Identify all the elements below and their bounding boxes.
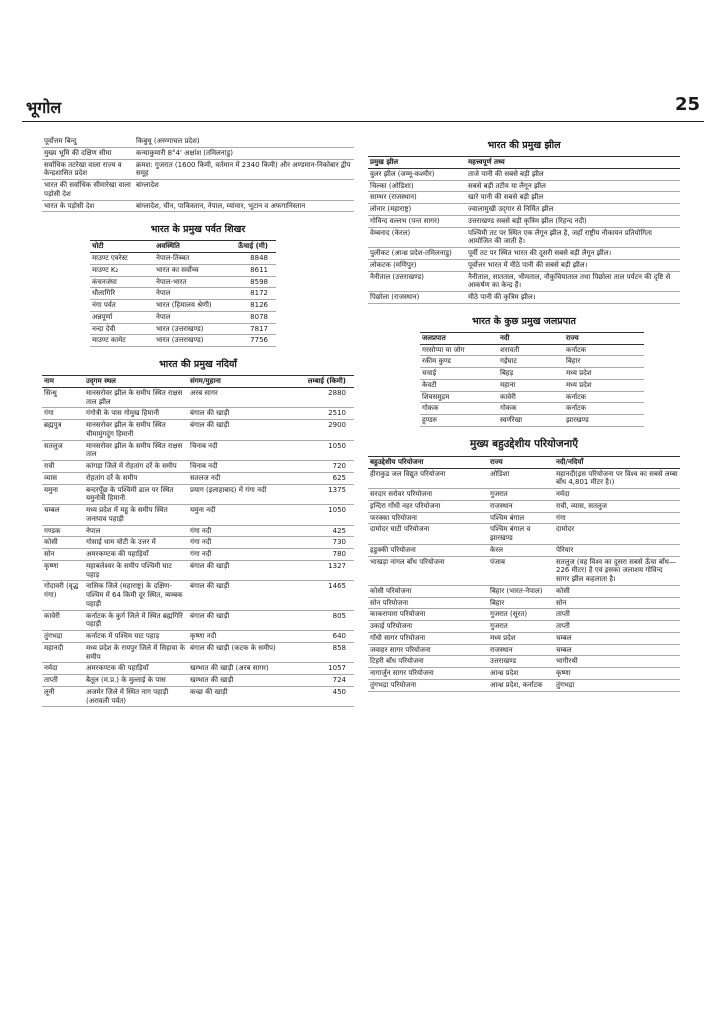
table-cell: 8611 (226, 264, 276, 276)
column-header: बहुउद्देशीय परियोजना (368, 456, 488, 468)
table-cell: बंगाल की खाड़ी (188, 408, 278, 420)
table-row (368, 215, 680, 227)
rivers-title: भारत की प्रमुख नदियाँ (159, 359, 237, 370)
table-cell: भागीरथी (554, 656, 680, 668)
table-cell: गोकक (420, 403, 498, 415)
table-cell: 8172 (226, 288, 276, 300)
table-cell: गोविन्द वल्लभ (पन्त सागर) (368, 215, 466, 227)
table-cell: रावी, व्यास, सतलुज (554, 500, 680, 512)
table-row (368, 168, 680, 180)
table-cell: 8598 (226, 276, 276, 288)
table-cell: कावेरी (42, 610, 84, 631)
table-row (420, 344, 644, 356)
projects-table (368, 456, 680, 692)
table-cell: 8848 (226, 253, 276, 265)
table-cell: गोदावरी (वृद्ध गंगा) (42, 581, 84, 610)
table-cell: उत्तराखण्ड सबसे बड़ी कृत्रिम झील (रिहन्द नदी) (466, 215, 680, 227)
table-row (368, 259, 680, 271)
table-cell: 1327 (278, 560, 354, 581)
table-cell: तुंगभद्रा (42, 631, 84, 643)
facts-table (42, 136, 354, 212)
table-cell: बंगाल की खाड़ी (कटक के समीप) (188, 642, 278, 663)
table-cell: गंगा नदी (188, 525, 278, 537)
table-cell: 2900 (278, 420, 354, 441)
table-row (42, 136, 354, 147)
table-cell: नेपाल-भारत (154, 276, 226, 288)
table-cell: मानसरोवर झील के समीप स्थित चीमायुंगदुंग हिमानी (84, 420, 188, 441)
table-cell: कच्छ की खाड़ी (188, 686, 278, 707)
table-cell: केरल (488, 544, 554, 556)
table-cell: कर्नाटक (564, 344, 644, 356)
table-cell: बंगाल की खाड़ी (188, 420, 278, 441)
table-cell: वेम्बनाद (केरल) (368, 227, 466, 248)
table-cell: गोसाई धाम चोटी के उत्तर में (84, 537, 188, 549)
table-cell: कृष्णा नदी (188, 631, 278, 643)
table-row (42, 525, 354, 537)
table-cell: पश्चिम बंगाल व झारखण्ड (488, 524, 554, 545)
table-cell: 1057 (278, 663, 354, 675)
table-cell: अमरकण्टक की पहाड़ियाँ (84, 549, 188, 561)
table-cell: तुंगभद्रा (554, 679, 680, 691)
table-cell: दामोदर घाटी परियोजना (368, 524, 488, 545)
table-cell: कन्याकुमारी 8°4' अक्षांश (तमिलनाडु) (134, 147, 354, 159)
table-cell: ताप्ती (42, 675, 84, 687)
table-cell: अन्नपूर्णा (90, 311, 154, 323)
table-row (42, 549, 354, 561)
table-cell: महानदी (42, 642, 84, 663)
table-row (90, 300, 276, 312)
table-row (420, 368, 644, 380)
table-cell: शिवसमुद्रम (420, 391, 498, 403)
table-cell: रावी (42, 461, 84, 473)
table-row (42, 560, 354, 581)
table-cell: कर्नाटक के कुर्ग जिले में स्थित ब्रह्मगिरि पहाड़ी (84, 610, 188, 631)
table-cell: बंगाल की खाड़ी (188, 581, 278, 610)
table-cell: 1050 (278, 505, 354, 526)
table-cell: नागार्जुन सागर परियोजना (368, 668, 488, 680)
table-cell: ताप्ती (554, 609, 680, 621)
table-cell: भारत की सर्वाधिक सीमारेखा वाला पड़ोसी देश (42, 180, 134, 201)
table-cell: चिनाब नदी (188, 461, 278, 473)
table-cell: ताप्ती (554, 621, 680, 633)
table-cell: 450 (278, 686, 354, 707)
table-cell: व्यास (42, 472, 84, 484)
table-cell: नेपाल (154, 311, 226, 323)
table-cell: वुलर झील (जम्मू-कश्मीर) (368, 168, 466, 180)
table-cell: मध्य प्रदेश (564, 379, 644, 391)
table-cell: फरक्का परियोजना (368, 512, 488, 524)
table-cell: सतलुज (42, 440, 84, 461)
table-row (420, 391, 644, 403)
table-row (42, 505, 354, 526)
table-cell: गुजरात (488, 489, 554, 501)
column-header: उद्‌गम स्थल (84, 376, 188, 388)
table-cell: भाखड़ा नांगल बाँध परियोजना (368, 556, 488, 585)
table-cell: चिल्का (ओडिशा) (368, 180, 466, 192)
table-cell: भारत (उत्तराखण्ड) (154, 335, 226, 347)
table-cell: सबसे बड़ी तटीय या लैगून झील (466, 180, 680, 192)
waterfalls-title: भारत के कुछ प्रमुख जलप्रपात (472, 315, 576, 327)
table-cell: खारे पानी की सबसे बड़ी झील (466, 192, 680, 204)
table-cell: सोन परियोजना (368, 597, 488, 609)
column-header: नाम (42, 376, 84, 388)
table-cell: उत्तराखण्ड (488, 656, 554, 668)
table-cell: भारत (हिमालय श्रेणी) (154, 300, 226, 312)
table-cell: राजस्थान (488, 644, 554, 656)
lakes-table (368, 156, 680, 304)
table-cell: कृष्णा (554, 668, 680, 680)
table-cell: पश्चिम बंगाल (488, 512, 554, 524)
table-cell: सतलुज (यह विश्व का दूसरा सबसे ऊँचा बाँध—226 मीटर) है एवं इसका जलाशय गोविन्द सागर झील कहलाता है। (554, 556, 680, 585)
table-cell: चम्बल (42, 505, 84, 526)
table-cell: ताजे पानी की सबसे बड़ी झील (466, 168, 680, 180)
table-row (90, 276, 276, 288)
table-row (368, 679, 680, 691)
table-cell: पूर्वोत्तम बिन्दु (42, 136, 134, 147)
table-cell: भारत का सर्वोच्च (154, 264, 226, 276)
table-cell: 780 (278, 549, 354, 561)
table-row (368, 597, 680, 609)
table-row (368, 271, 680, 292)
table-row (368, 180, 680, 192)
table-cell: तुंगभद्रा परियोजना (368, 679, 488, 691)
table-cell: कांगड़ा जिले में रोहतांग दर्रे के समीप (84, 461, 188, 473)
table-cell: सर्वाधिक तटरेखा वाला राज्य व केन्द्रशासित प्रदेश (42, 159, 134, 180)
table-cell: 8078 (226, 311, 276, 323)
column-header: राज्य (488, 456, 554, 468)
table-cell: सरदार सरोवर परियोजना (368, 489, 488, 501)
table-cell: स्वर्णरेखा (498, 415, 564, 427)
table-cell: गुजरात (सूरत) (488, 609, 554, 621)
table-cell: हीराकुड जल विद्युत परियोजना (368, 468, 488, 489)
table-row (368, 585, 680, 597)
column-header: संगम/मुहाना (188, 376, 278, 388)
table-cell: बंगाल की खाड़ी (188, 610, 278, 631)
table-row (368, 668, 680, 680)
table-cell: सिन्धु (42, 387, 84, 408)
table-cell: ज्वालामुखी उद्‌गार से निर्मित झील (466, 204, 680, 216)
table-row (90, 311, 276, 323)
table-cell: आन्ध्र प्रदेश, कर्नाटक (488, 679, 554, 691)
table-cell: गोकक (498, 403, 564, 415)
table-cell: गाँधी सागर परियोजना (368, 632, 488, 644)
table-cell: 730 (278, 537, 354, 549)
table-row (90, 335, 276, 347)
table-cell: बन्दरपूँछ के पश्चिमी ढाल पर स्थित यमुनोत्री हिमानी (84, 484, 188, 505)
table-row (42, 440, 354, 461)
table-row (368, 644, 680, 656)
table-cell: चचाई (420, 368, 498, 380)
table-cell: नर्मदा (42, 663, 84, 675)
table-row (42, 484, 354, 505)
table-cell: 8126 (226, 300, 276, 312)
table-cell: मध्य प्रदेश (564, 368, 644, 380)
table-cell: धौलागिरि (90, 288, 154, 300)
table-row (42, 200, 354, 212)
table-cell: नंगा पर्वत (90, 300, 154, 312)
table-cell: माउण्ट एवरेस्ट (90, 253, 154, 265)
table-cell: गरसोप्पा या जोग (420, 344, 498, 356)
table-cell: पिछोला (राजस्थान) (368, 292, 466, 304)
table-cell: पुलीकट (आन्ध्र प्रदेश-तमिलनाडु) (368, 248, 466, 260)
table-cell: प्रयाग (इलाहाबाद) में गंगा नदी (188, 484, 278, 505)
peaks-title: भारत के प्रमुख पर्वत शिखर (150, 224, 246, 236)
table-row (368, 609, 680, 621)
table-row (42, 180, 354, 201)
table-cell: रोहतांग दर्रे के समीप (84, 472, 188, 484)
table-cell: गण्डक (42, 525, 84, 537)
table-cell: अरब सागर (188, 387, 278, 408)
peaks-table (90, 240, 276, 347)
table-cell: बिहार (भारत-नेपाल) (488, 585, 554, 597)
table-row (42, 461, 354, 473)
table-cell: लूनी (42, 686, 84, 707)
column-header: लम्बाई (किमी) (278, 376, 354, 388)
table-row (368, 632, 680, 644)
table-cell: 7756 (226, 335, 276, 347)
table-cell: शरावती (498, 344, 564, 356)
table-cell: नर्मदा (554, 489, 680, 501)
table-cell: यमुना नदी (188, 505, 278, 526)
column-header: जलप्रपात (420, 332, 498, 344)
table-row (420, 415, 644, 427)
table-cell: मानसरोवर झील के समीप स्थित राक्षस ताल (84, 440, 188, 461)
table-cell: बांग्लादेश (134, 180, 354, 201)
table-cell: 1465 (278, 581, 354, 610)
table-row (42, 472, 354, 484)
table-cell: दामोदर (554, 524, 680, 545)
table-cell: केवटी (420, 379, 498, 391)
table-cell: नासिक जिले (महाराष्ट्र) के दक्षिण-पश्चिम में 64 किमी दूर स्थित, त्र्यम्बक पहाड़ी (84, 581, 188, 610)
table-cell: अजमेर जिले में स्थित नाग पहाड़ी (अरावली पर्वत) (84, 686, 188, 707)
table-row (42, 631, 354, 643)
table-cell: कोसी (42, 537, 84, 549)
table-row (368, 512, 680, 524)
table-cell: 1375 (278, 484, 354, 505)
table-cell: 1050 (278, 440, 354, 461)
column-header: चोटी (90, 241, 154, 253)
table-row (368, 248, 680, 260)
table-row (368, 656, 680, 668)
table-cell: सोन (554, 597, 680, 609)
table-cell: भारत (उत्तराखण्ड) (154, 323, 226, 335)
table-cell: कर्नाटक (564, 403, 644, 415)
table-row (368, 556, 680, 585)
rivers-table (42, 375, 354, 707)
table-cell: 724 (278, 675, 354, 687)
table-row (42, 581, 354, 610)
table-cell: बंगाल की खाड़ी (188, 560, 278, 581)
table-cell: कंचनजंघा (90, 276, 154, 288)
table-row (42, 610, 354, 631)
table-row (368, 227, 680, 248)
table-row (420, 403, 644, 415)
table-cell: 858 (278, 642, 354, 663)
table-cell: 2510 (278, 408, 354, 420)
table-cell: कावेरी (498, 391, 564, 403)
table-cell: कोसी (554, 585, 680, 597)
table-row (42, 147, 354, 159)
table-cell: ब्रह्मपुत्र (42, 420, 84, 441)
table-cell: बैतूल (म.प्र.) के मुल्ताई के पास (84, 675, 188, 687)
table-row (90, 264, 276, 276)
column-header: प्रमुख झील (368, 157, 466, 169)
table-cell: बिहड़ (498, 368, 564, 380)
table-cell: मुख्य भूमि की दक्षिण सीमा (42, 147, 134, 159)
table-cell: क्रमश: गुजरात (1600 किमी, वर्तमान में 2340 किमी) और अण्डमान-निकोबार द्वीप समूह (134, 159, 354, 180)
table-row (42, 686, 354, 707)
table-row (420, 379, 644, 391)
table-row (42, 159, 354, 180)
table-cell: साम्भर (राजस्थान) (368, 192, 466, 204)
table-cell: 720 (278, 461, 354, 473)
table-row (42, 408, 354, 420)
page-header (22, 92, 704, 122)
table-cell: गईघाट (498, 356, 564, 368)
table-cell: गुजरात (488, 621, 554, 633)
table-row (368, 468, 680, 489)
table-cell: 425 (278, 525, 354, 537)
table-cell: पेरियार (554, 544, 680, 556)
table-cell: 625 (278, 472, 354, 484)
table-cell: हुण्डरु (420, 415, 498, 427)
lakes-title: भारत की प्रमुख झील (487, 140, 561, 151)
table-row (368, 204, 680, 216)
waterfalls-table (420, 332, 644, 427)
column-header: राज्य (564, 332, 644, 344)
table-row (90, 253, 276, 265)
right-column (368, 136, 680, 692)
table-cell: 7817 (226, 323, 276, 335)
table-cell: महाबलेश्वर के समीप पश्चिमी घाट पहाड़ (84, 560, 188, 581)
table-cell: उकाई परियोजना (368, 621, 488, 633)
table-cell: 805 (278, 610, 354, 631)
table-cell: इन्दिरा गाँधी नहर परियोजना (368, 500, 488, 512)
table-cell: सोन (42, 549, 84, 561)
table-cell: मध्य प्रदेश (488, 632, 554, 644)
table-cell: 2880 (278, 387, 354, 408)
table-row (368, 621, 680, 633)
table-cell: लोकटक (मणिपुर) (368, 259, 466, 271)
table-row (368, 524, 680, 545)
table-row (42, 663, 354, 675)
table-cell: नैनीताल (उत्तराखण्ड) (368, 271, 466, 292)
table-cell: गंगा (554, 512, 680, 524)
table-cell: टिहरी बाँध परियोजना (368, 656, 488, 668)
table-cell: ओडिशा (488, 468, 554, 489)
table-cell: चिनाब नदी (188, 440, 278, 461)
table-cell: मानसरोवर झील के समीप स्थित राक्षस ताल झील (84, 387, 188, 408)
table-row (42, 420, 354, 441)
left-column (42, 136, 354, 707)
table-row (368, 292, 680, 304)
column-header: अवस्थिति (154, 241, 226, 253)
table-row (42, 387, 354, 408)
table-cell: कोसी परियोजना (368, 585, 488, 597)
table-cell: महानदी(इस परियोजना पर विश्व का सबसे लम्बा बाँध 4,801 मीटर है।) (554, 468, 680, 489)
column-header: नदी (498, 332, 564, 344)
projects-title: मुख्य बहुउद्देशीय परियोजनाएँ (469, 437, 579, 450)
table-cell: चम्बल (554, 644, 680, 656)
table-cell: नन्दा देवी (90, 323, 154, 335)
table-cell: नैनीताल, सातताल, भीमताल, नौकुचियाताल तथा पिछोला ताल पर्यटन की दृष्टि से आकर्षण का केन्द्र हैं। (466, 271, 680, 292)
subject-title: भूगोल (26, 98, 62, 117)
table-cell: राजस्थान (488, 500, 554, 512)
table-cell: गंगा नदी (188, 537, 278, 549)
table-cell: कर्नाटक (564, 391, 644, 403)
table-cell: झारखण्ड (564, 415, 644, 427)
table-row (368, 192, 680, 204)
column-header: नदी/नदियाँ (554, 456, 680, 468)
table-cell: नेपाल-तिब्बत (154, 253, 226, 265)
table-row (420, 356, 644, 368)
table-cell: मध्य प्रदेश के रायपुर जिले में सिहावा के समीप (84, 642, 188, 663)
table-cell: रकीम कुण्ड (420, 356, 498, 368)
table-cell: कर्नाटक में पश्चिम घाट पहाड़ (84, 631, 188, 643)
table-cell: गंगा (42, 408, 84, 420)
table-cell: गंगा नदी (188, 549, 278, 561)
table-cell: लोनार (महाराष्ट्र) (368, 204, 466, 216)
table-cell: पूर्वी तट पर स्थित भारत की दूसरी सबसे बड़ी लैगून झील। (466, 248, 680, 260)
column-header: महत्त्वपूर्ण तथ्य (466, 157, 680, 169)
table-cell: खम्भात की खाड़ी (188, 675, 278, 687)
table-cell: नेपाल (84, 525, 188, 537)
column-header: ऊँचाई (मी) (226, 241, 276, 253)
table-cell: माउण्ट कामेट (90, 335, 154, 347)
table-row (42, 675, 354, 687)
table-cell: पश्चिमी तट पर स्थित एक लैगून झील है, जहाँ राष्ट्रीय नौकायन प्रतियोगिता आयोजित की जाती है। (466, 227, 680, 248)
table-cell: पूर्वोत्तर भारत में मीठे पानी की सबसे बड़ी झील। (466, 259, 680, 271)
table-cell: इडुक्की परियोजना (368, 544, 488, 556)
table-row (368, 544, 680, 556)
table-cell: माउण्ट K₂ (90, 264, 154, 276)
table-cell: बिहार (564, 356, 644, 368)
table-cell: काकरापारा परियोजना (368, 609, 488, 621)
table-cell: महाना (498, 379, 564, 391)
table-cell: मध्य प्रदेश में महू के समीप स्थित जनापाव पहाड़ी (84, 505, 188, 526)
table-cell: भारत के पड़ोसी देश (42, 200, 134, 212)
table-cell: आन्ध्र प्रदेश (488, 668, 554, 680)
table-cell: सतलज नदी (188, 472, 278, 484)
table-cell: जवाहर सागर परियोजना (368, 644, 488, 656)
table-cell: मीठे पानी की कृत्रिम झील। (466, 292, 680, 304)
table-cell: किबुथू (अरुणाचल प्रदेश) (134, 136, 354, 147)
table-cell: चम्बल (554, 632, 680, 644)
table-cell: अमरकण्टक की पहाड़ियाँ (84, 663, 188, 675)
table-cell: नेपाल (154, 288, 226, 300)
table-cell: बिहार (488, 597, 554, 609)
table-row (368, 489, 680, 501)
table-cell: बांग्लादेश, चीन, पाकिस्तान, नेपाल, म्यांमार, भूटान व अफगानिस्तान (134, 200, 354, 212)
table-row (90, 323, 276, 335)
table-row (90, 288, 276, 300)
table-cell: पंजाब (488, 556, 554, 585)
page-number: 25 (674, 94, 700, 115)
table-cell: 640 (278, 631, 354, 643)
table-cell: यमुना (42, 484, 84, 505)
table-row (42, 537, 354, 549)
table-cell: गंगोत्री के पास गोमुख हिमानी (84, 408, 188, 420)
table-cell: कृष्णा (42, 560, 84, 581)
table-row (368, 500, 680, 512)
table-row (42, 642, 354, 663)
table-cell: खम्भात की खाड़ी (अरब सागर) (188, 663, 278, 675)
